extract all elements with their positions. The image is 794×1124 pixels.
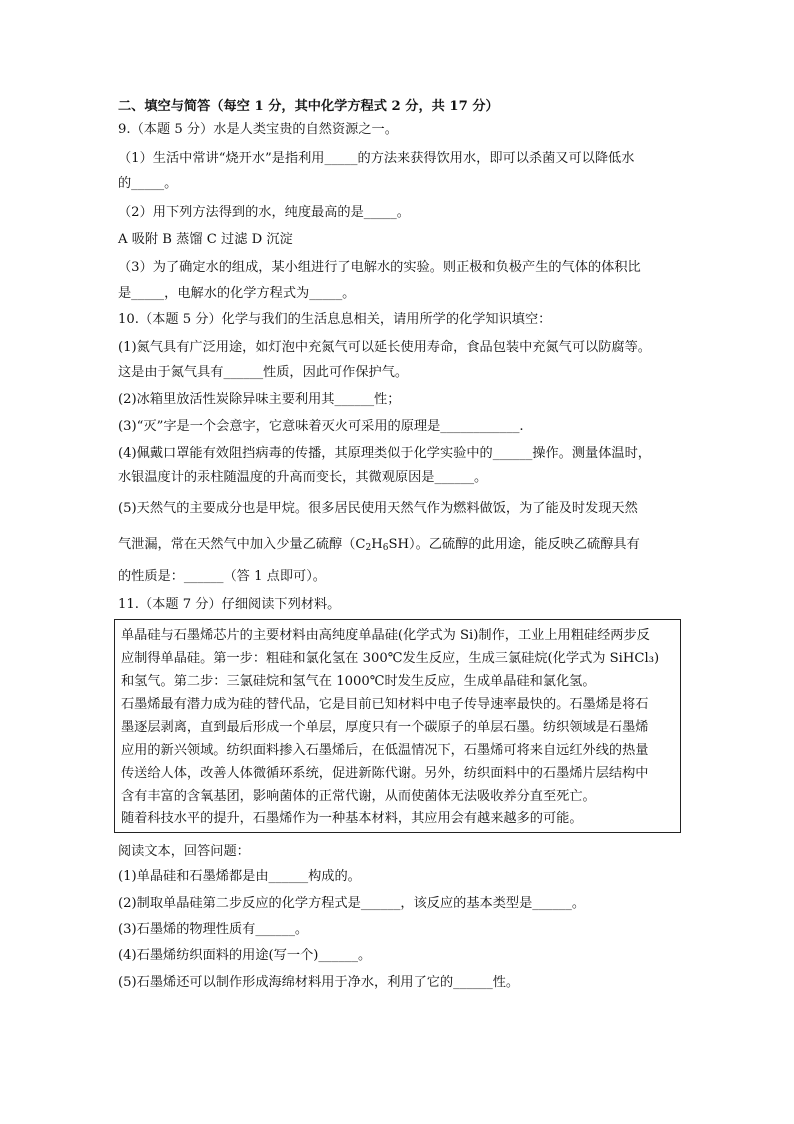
- q11-question2: (2)制取单晶硅第二步反应的化学方程式是______，该反应的基本类型是______。: [118, 896, 586, 911]
- q10-title: 10.（本题 5 分）化学与我们的生活息息相关，请用所学的化学知识填空：: [118, 312, 552, 327]
- q10-part1-line2: 这是由于氮气具有______性质，因此可作保护气。: [118, 365, 409, 380]
- q11-title: 11.（本题 7 分）仔细阅读下列材料。: [118, 597, 341, 612]
- material-line: 墨逐层剥离，直到最后形成一个单层，厚度只有一个碳原子的单层石墨。纺织领域是石墨烯: [121, 720, 649, 735]
- material-line: 和氢气。第二步：三氯硅烷和氢气在 1000℃时发生反应，生成单晶硅和氯化氢。: [121, 674, 596, 689]
- q10-part5-line2: [118, 536, 640, 554]
- q9-options: A 吸附 B 蒸馏 C 过滤 D 沉淀: [118, 232, 293, 247]
- q10-formula-sub2: 6: [382, 543, 389, 553]
- material-line: 传送给人体，改善人体微循环系统，促进新陈代谢。另外，纺织面料中的石墨烯片层结构中: [121, 766, 649, 781]
- material-line: 随着科技水平的提升，石墨烯作为一种基本材料，其应用会有越来越多的可能。: [121, 811, 583, 826]
- q10-part1-line1: (1)氮气具有广泛用途，如灯泡中充氮气可以延长使用寿命，食品包装中充氮气可以防腐等。: [118, 340, 651, 355]
- q11-prompt: 阅读文本，回答问题：: [118, 844, 250, 859]
- q9-part1-line2: 的_____。: [118, 176, 178, 191]
- reading-material-box: [114, 619, 681, 833]
- q10-part5-line2-post: SH）。乙硫醇的此用途，能反映乙硫醇具有: [388, 537, 640, 552]
- q10-part5-line1: (5)天然气的主要成分也是甲烷。很多居民使用天然气作为燃料做饭，为了能及时发现天然: [118, 501, 638, 516]
- q9-part3-line1: （3）为了确定水的组成，某小组进行了电解水的实验。则正极和负极产生的气体的体积比: [118, 260, 641, 275]
- q11-question3: (3)石墨烯的物理性质有______。: [118, 922, 309, 937]
- q9-part1-line1: （1）生活中常讲“烧开水”是指利用_____的方法来获得饮用水，即可以杀菌又可以降低水: [118, 151, 635, 166]
- q10-part3: (3)“灭”字是一个会意字，它意味着灭火可采用的原理是____________.: [118, 419, 524, 434]
- q10-formula-mid: H: [371, 537, 383, 552]
- q9-title: 9.（本题 5 分）水是人类宝贵的自然资源之一。: [118, 122, 398, 137]
- q10-part4-line1: (4)佩戴口罩能有效阻挡病毒的传播，其原理类似于化学实验中的______操作。测量体温时，: [118, 446, 651, 461]
- q9-part2: （2）用下列方法得到的水，纯度最高的是_____。: [118, 205, 410, 220]
- q10-part2: (2)冰箱里放活性炭除异味主要利用其______性；: [118, 392, 401, 407]
- q9-part3-line2: 是_____，电解水的化学方程式为_____。: [118, 286, 356, 301]
- material-line: 应用的新兴领域。纺织面料掺入石墨烯后，在低温情况下，石墨烯可将来自远红外线的热量: [121, 743, 649, 758]
- q10-formula-sub1: 2: [365, 543, 372, 553]
- q10-part5-line3: 的性质是：______（答 1 点即可）。: [118, 569, 326, 584]
- material-line: 石墨烯最有潜力成为硅的替代品，它是目前已知材料中电子传导速率最快的。石墨烯是将石: [121, 697, 649, 712]
- section-heading: 二、填空与简答（每空 1 分，其中化学方程式 2 分，共 17 分）: [118, 99, 499, 114]
- q11-question4: (4)石墨烯纺织面料的用途(写一个)______。: [118, 948, 372, 963]
- q10-part5-line2-pre: 气泄漏，常在天然气中加入少量乙硫醇（C: [118, 537, 366, 552]
- q10-part4-line2: 水银温度计的汞柱随温度的升高而变长，其微观原因是______。: [118, 470, 488, 485]
- material-line: 单晶硅与石墨烯芯片的主要材料由高纯度单晶硅(化学式为 Si)制作，工业上用粗硅经两步反: [121, 628, 650, 643]
- q11-question5: (5)石墨烯还可以制作形成海绵材料用于净水，利用了它的______性。: [118, 975, 520, 990]
- material-line: 应制得单晶硅。第一步：粗硅和氯化氢在 300℃发生反应，生成三氯硅烷(化学式为 SiHCl₃): [121, 651, 660, 666]
- material-line: 含有丰富的含氧基团，影响菌体的正常代谢，从而使菌体无法吸收养分直至死亡。: [121, 789, 596, 804]
- q11-question1: (1)单晶硅和石墨烯都是由______构成的。: [118, 869, 361, 884]
